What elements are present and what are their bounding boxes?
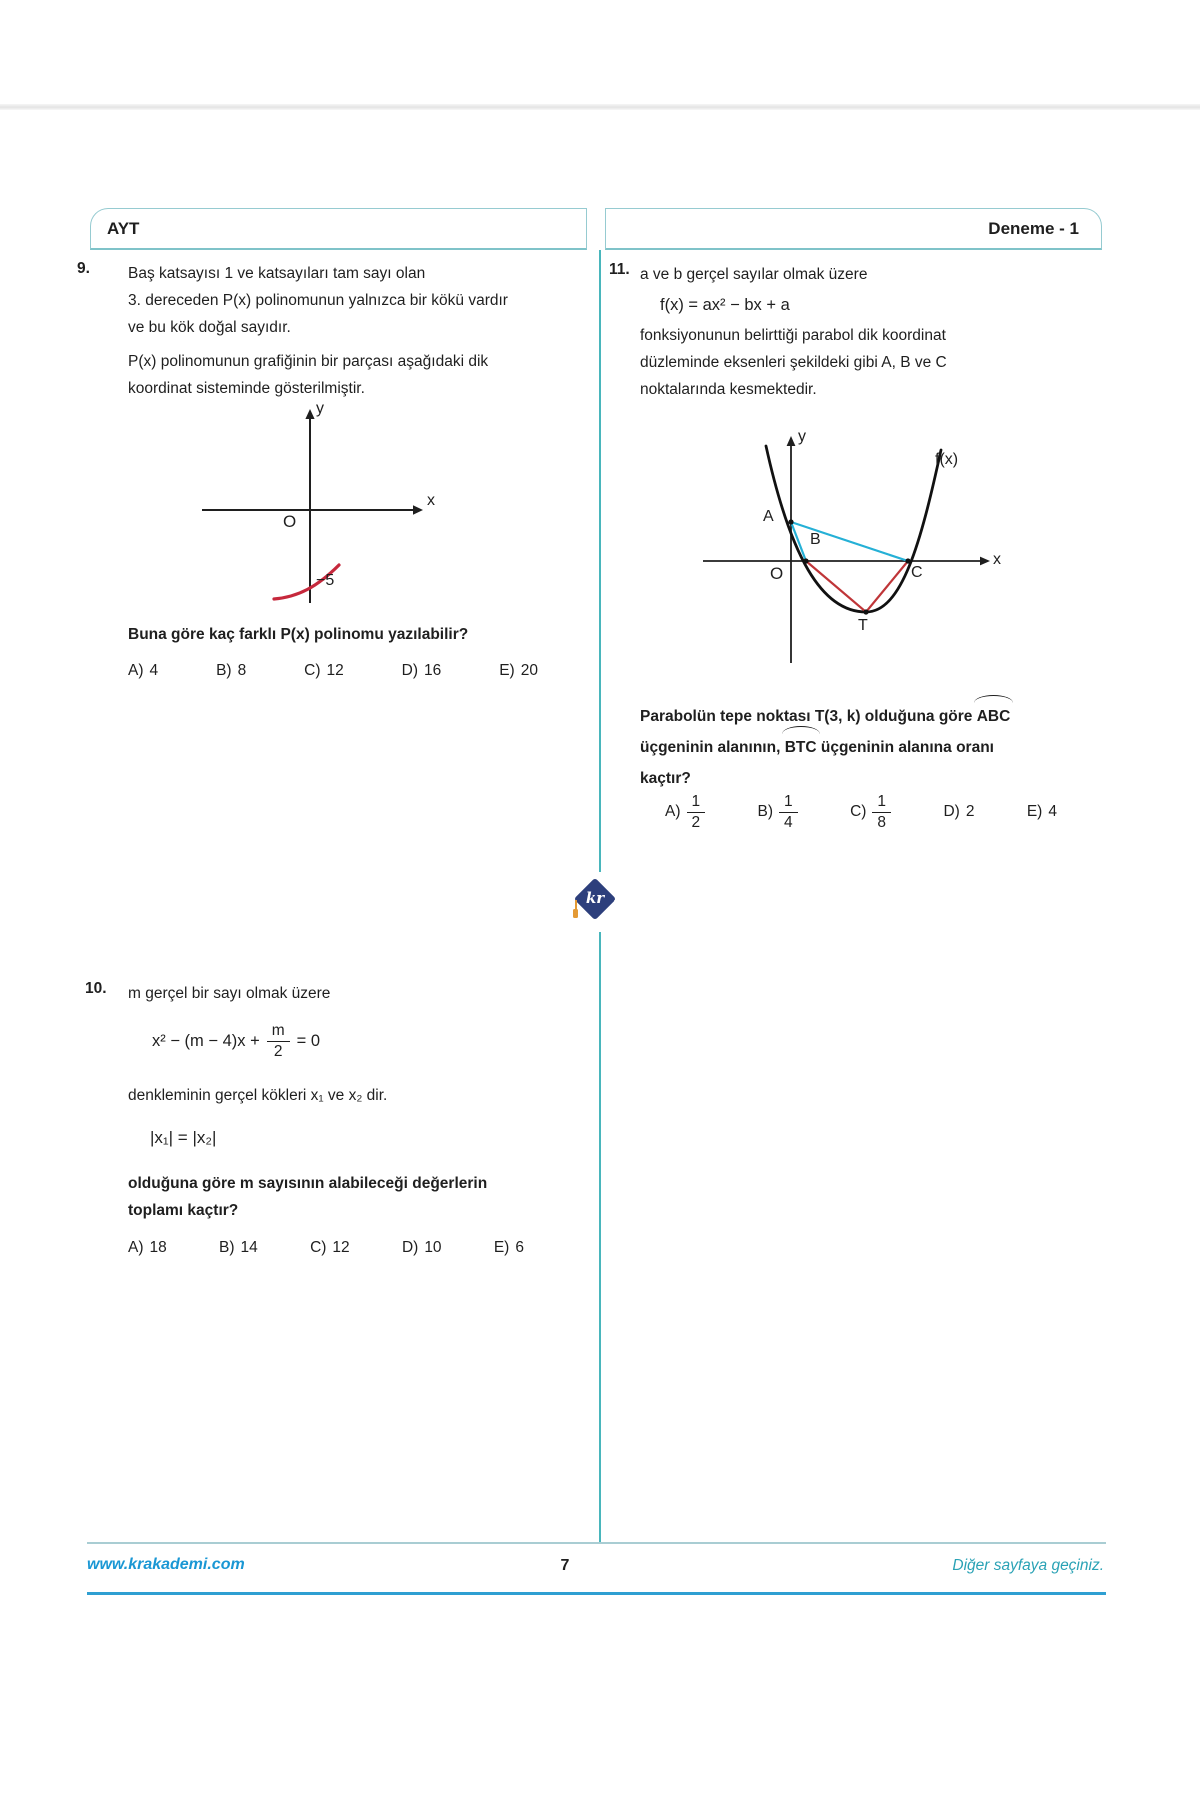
answer-option	[310, 1239, 350, 1257]
question-10-number: 10.	[85, 980, 107, 997]
answer-option	[402, 1239, 442, 1257]
answer-option	[304, 662, 344, 680]
x-axis-label: x	[993, 551, 1001, 568]
point-B-label: B	[810, 531, 821, 548]
text-line: fonksiyonunun belirttiği parabol dik koordinat	[640, 327, 946, 344]
option-value: 20	[520, 662, 538, 679]
question-11-intro: a ve b gerçel sayılar olmak üzere	[640, 266, 868, 283]
function-label: f(x)	[935, 451, 959, 468]
question-9-stem: Buna göre kaç farklı P(x) polinomu yazılabilir?	[128, 626, 469, 643]
option-value: 10	[424, 1239, 442, 1256]
option-letter: E)	[493, 1239, 510, 1256]
fraction-numerator: 1	[872, 792, 891, 812]
logo-tassel-knob	[573, 909, 578, 918]
origin-label: O	[770, 564, 784, 583]
equation-lhs: x² − (m − 4)x +	[152, 1031, 260, 1050]
answer-option	[665, 792, 705, 832]
answer-option	[943, 803, 974, 821]
page-number: 7	[560, 1557, 570, 1574]
text-line: P(x) polinomunun grafiğinin bir parçası aşağıdaki dik	[128, 353, 489, 370]
text-line: 3. dereceden P(x) polinomunun yalnızca bir kökü vardır	[128, 292, 508, 309]
stem-line	[640, 732, 1040, 763]
point-T	[863, 609, 868, 614]
page-top-band	[0, 104, 1200, 110]
option-value: 12	[326, 662, 344, 679]
option-letter: B)	[216, 662, 232, 679]
question-11-paragraph	[640, 322, 1040, 403]
stem-text: Parabolün tepe noktası T(3, k) olduğuna göre	[640, 708, 977, 725]
y-axis-arrow	[787, 436, 796, 446]
text-line: noktalarında kesmektedir.	[640, 381, 817, 398]
fraction-denominator: 8	[877, 813, 887, 831]
equation-rhs: = 0	[296, 1031, 321, 1050]
option-letter: C)	[304, 662, 321, 679]
option-value: 6	[515, 1239, 524, 1256]
logo-dot	[607, 910, 609, 912]
text-line: koordinat sisteminde gösterilmiştir.	[128, 380, 365, 397]
q9-axes-svg	[180, 398, 450, 610]
segment-A-C	[791, 522, 908, 561]
option-letter: C)	[850, 803, 867, 820]
point-C	[905, 558, 910, 563]
text-line: olduğuna göre m sayısının alabileceği değerlerin	[128, 1175, 488, 1192]
question-11-graph	[690, 418, 1010, 670]
question-9-graph	[180, 398, 450, 610]
q11-parabola-svg	[690, 418, 1010, 670]
stem-text: üçgeninin alanına oranı	[816, 739, 994, 756]
footer-top-rule	[87, 1542, 1106, 1544]
triangle-BTC-notation: BTC	[785, 732, 817, 763]
option-letter: B)	[219, 1239, 235, 1256]
question-10-options	[128, 1239, 524, 1257]
question-9-number: 9.	[77, 260, 90, 277]
logo-dot	[611, 905, 613, 907]
question-10-stem	[128, 1170, 598, 1224]
option-letter: B)	[757, 803, 774, 820]
option-value: 8	[237, 662, 247, 679]
option-letter: D)	[401, 662, 419, 679]
point-A	[788, 519, 793, 524]
question-9-paragraph-2	[128, 348, 598, 402]
fraction-denominator: 4	[784, 813, 793, 831]
question-10-intro: m gerçel bir sayı olmak üzere	[128, 985, 331, 1002]
option-fraction	[687, 792, 706, 832]
fraction-denominator: 2	[273, 1042, 283, 1060]
footer-website: www.krakademi.com	[87, 1556, 245, 1573]
option-fraction	[872, 792, 891, 832]
question-9-paragraph-1	[128, 260, 598, 341]
option-value: 18	[149, 1239, 167, 1256]
answer-option	[758, 792, 798, 832]
answer-option	[128, 1239, 167, 1257]
option-letter: A)	[665, 803, 681, 820]
x-axis-arrow	[980, 557, 990, 566]
option-value: 12	[332, 1239, 350, 1256]
stem-line	[640, 701, 1040, 732]
option-value: 16	[424, 662, 442, 679]
option-letter: E)	[499, 662, 515, 679]
fraction-numerator: 1	[779, 792, 798, 812]
answer-option	[402, 662, 442, 680]
x-axis-arrow	[413, 505, 423, 515]
triangle-ABC-notation: ABC	[977, 701, 1011, 732]
y-axis-label: y	[316, 400, 324, 417]
text-line: Baş katsayısı 1 ve katsayıları tam sayı olan	[128, 265, 426, 282]
question-11-equation: f(x) = ax² − bx + a	[660, 296, 790, 314]
y-axis-arrow	[305, 409, 314, 419]
text-line: toplamı kaçtır?	[128, 1202, 239, 1219]
answer-option	[216, 662, 246, 680]
exam-name: AYT	[107, 219, 140, 238]
option-letter: E)	[1026, 803, 1043, 820]
equation-fraction	[267, 1021, 290, 1061]
question-10-roots-line: denkleminin gerçel kökleri x₁ ve x₂ dir.	[128, 1087, 388, 1104]
header-box-right	[605, 208, 1102, 250]
parabola-curve	[766, 446, 941, 612]
answer-option	[494, 1239, 524, 1257]
option-letter: D)	[943, 803, 960, 820]
option-value: 4	[1048, 803, 1057, 820]
fraction-denominator: 2	[691, 813, 701, 831]
answer-option	[128, 662, 158, 680]
logo-mark: kr	[585, 889, 605, 907]
origin-label: O	[283, 512, 297, 531]
answer-option	[219, 1239, 258, 1257]
option-letter: A)	[128, 1239, 144, 1256]
answer-option	[499, 662, 538, 680]
stem-line: kaçtır?	[640, 770, 691, 787]
text-line: ve bu kök doğal sayıdır.	[128, 319, 291, 336]
logo-dot	[614, 900, 616, 902]
question-11-stem	[640, 701, 1040, 794]
question-9-options	[128, 662, 538, 680]
exam-edition: Deneme - 1	[988, 219, 1079, 238]
question-11-number: 11.	[609, 261, 630, 278]
x-axis-label: x	[427, 492, 435, 509]
question-10-equation	[152, 1014, 320, 1068]
option-value: 2	[965, 803, 975, 820]
option-letter: D)	[401, 1239, 419, 1256]
publisher-logo	[567, 872, 623, 932]
header-box-left	[90, 208, 587, 250]
answer-option	[1027, 803, 1057, 821]
option-letter: C)	[310, 1239, 327, 1256]
option-value: 14	[240, 1239, 258, 1256]
footer-next-page-note: Diğer sayfaya geçiniz.	[952, 1557, 1104, 1574]
fraction-numerator: m	[267, 1021, 290, 1041]
answer-option	[850, 792, 891, 832]
question-11-options	[665, 786, 1057, 838]
text-line: düzleminde eksenleri şekildeki gibi A, B ve C	[640, 354, 947, 371]
y-intercept-label: −5	[316, 572, 335, 589]
point-B	[803, 558, 808, 563]
fraction-numerator: 1	[687, 792, 706, 812]
footer-bottom-rule	[87, 1592, 1106, 1595]
option-letter: A)	[128, 662, 144, 679]
question-10-abs-condition: |x₁| = |x₂|	[150, 1128, 217, 1147]
logo-dot	[603, 914, 605, 916]
point-C-label: C	[911, 564, 923, 581]
option-fraction	[779, 792, 798, 832]
option-value: 4	[149, 662, 159, 679]
point-T-label: T	[858, 617, 868, 634]
y-axis-label: y	[798, 428, 806, 445]
point-A-label: A	[763, 508, 774, 525]
stem-text: üçgeninin alanının,	[640, 739, 785, 756]
